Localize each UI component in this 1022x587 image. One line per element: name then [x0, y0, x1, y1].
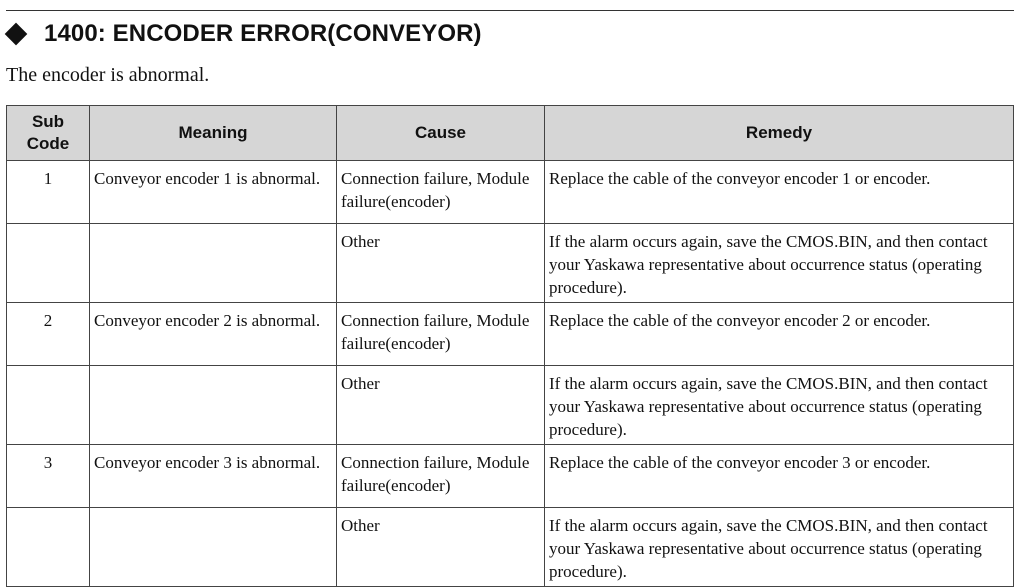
meaning-cell: Conveyor encoder 3 is abnormal. — [90, 445, 337, 508]
table-row — [7, 366, 1014, 445]
empty-cell — [90, 224, 337, 303]
header-meaning: Meaning — [90, 106, 337, 161]
table-row — [7, 508, 1014, 587]
diamond-bullet-icon — [5, 23, 28, 46]
intro-text: The encoder is abnormal. — [6, 64, 210, 86]
table-row — [7, 303, 1014, 366]
header-sub-code: Sub Code — [7, 106, 90, 161]
section-title: 1400: ENCODER ERROR(CONVEYOR) — [44, 20, 482, 47]
meaning-cell: Conveyor encoder 1 is abnormal. — [90, 161, 337, 224]
table-row — [7, 445, 1014, 508]
remedy-cell: Replace the cable of the conveyor encoder 2 or encoder. — [545, 303, 1014, 366]
cause-cell: Connection failure, Module failure(encoder) — [337, 303, 545, 366]
section-heading — [4, 17, 482, 51]
header-cause: Cause — [337, 106, 545, 161]
table-header-row — [7, 106, 1014, 161]
remedy-cell: If the alarm occurs again, save the CMOS.BIN, and then contact your Yaskawa representative about occurrence status (operating procedure). — [545, 224, 1014, 303]
top-rule — [6, 10, 1014, 11]
sub-code-cell: 2 — [7, 303, 90, 366]
cause-cell: Other — [337, 508, 545, 587]
cause-cell: Other — [337, 366, 545, 445]
meaning-cell: Conveyor encoder 2 is abnormal. — [90, 303, 337, 366]
sub-code-cell: 1 — [7, 161, 90, 224]
empty-cell — [7, 224, 90, 303]
empty-cell — [7, 508, 90, 587]
header-remedy: Remedy — [545, 106, 1014, 161]
empty-cell — [90, 508, 337, 587]
sub-code-cell: 3 — [7, 445, 90, 508]
table-row — [7, 161, 1014, 224]
cause-cell: Connection failure, Module failure(encoder) — [337, 161, 545, 224]
table-row — [7, 224, 1014, 303]
empty-cell — [7, 366, 90, 445]
remedy-cell: If the alarm occurs again, save the CMOS.BIN, and then contact your Yaskawa representative about occurrence status (operating procedure). — [545, 508, 1014, 587]
remedy-cell: If the alarm occurs again, save the CMOS.BIN, and then contact your Yaskawa representative about occurrence status (operating procedure). — [545, 366, 1014, 445]
remedy-cell: Replace the cable of the conveyor encoder 3 or encoder. — [545, 445, 1014, 508]
cause-cell: Other — [337, 224, 545, 303]
cause-cell: Connection failure, Module failure(encoder) — [337, 445, 545, 508]
remedy-cell: Replace the cable of the conveyor encoder 1 or encoder. — [545, 161, 1014, 224]
alarm-table — [6, 105, 1014, 587]
empty-cell — [90, 366, 337, 445]
